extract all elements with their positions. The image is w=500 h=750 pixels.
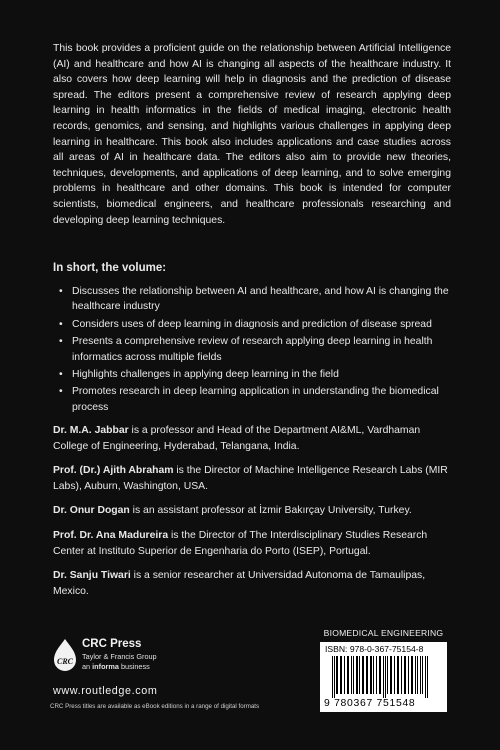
publisher-group: Taylor & Francis Group	[82, 652, 157, 661]
editor-description: is a senior researcher at Universidad Autonoma de Tamaulipas, Mexico.	[53, 570, 426, 597]
editor-name: Dr. M.A. Jabbar	[53, 425, 129, 436]
volume-heading: In short, the volume:	[53, 262, 167, 274]
feature-list	[53, 284, 453, 417]
barcode-panel	[320, 642, 447, 712]
editor-name: Prof. (Dr.) Ajith Abraham	[53, 465, 174, 477]
barcode-icon	[324, 656, 443, 698]
informa-brand: informa	[92, 662, 119, 671]
editor-name: Prof. Dr. Ana Madureira	[53, 529, 169, 541]
editor-bio	[53, 528, 457, 559]
publisher-business-line	[82, 662, 150, 671]
editor-description: is the Director of Machine Intelligence Research Labs (MIR Labs), Auburn, Washington, USA.	[53, 465, 448, 492]
website-link[interactable]: www.routledge.com	[53, 685, 158, 697]
editor-bio	[53, 568, 457, 599]
editor-bio	[53, 503, 457, 519]
feature-item: • Promotes research in deep learning application in understanding the biomedical process	[53, 384, 453, 415]
business-prefix: an	[82, 662, 93, 671]
crc-press-logo-icon	[50, 636, 80, 676]
subject-label: BIOMEDICAL ENGINEERING	[323, 628, 444, 638]
publisher-name: CRC Press	[82, 638, 142, 650]
editor-description: is the Director of The Interdisciplinary Studies Research Center at Instituto Superior de Engenharia do Porto (ISEP), Portugal.	[53, 529, 428, 557]
book-description: This book provides a proficient guide on the relationship between Artificial Intelligence (AI) and healthcare and how AI is changing all aspects of the healthcare industry. It also covers how deep learning will help in diagnosis and the prediction of disease spread. The editors present a comprehensive review of research applying deep learning in health informatics in the fields of medical imaging, electronic health records, genomics, and sensing, and highlights various challenges in applying deep learning in healthcare. This book also includes applications and case studies across all areas of AI in healthcare data. The editors also aim to provide new theories, techniques, developments, and applications of deep learning, and to solve emerging problems in healthcare and other domains. This book is intended for computer scientists, biomedical engineers, and healthcare professionals researching and developing deep learning techniques.	[53, 43, 451, 226]
business-suffix: business	[118, 662, 150, 671]
feature-item: • Considers uses of deep learning in diagnosis and prediction of disease spread	[53, 317, 453, 332]
editor-name: Dr. Sanju Tiwari	[53, 570, 131, 582]
barcode-digits: 9 780367 751548	[324, 698, 416, 709]
editor-bio	[53, 423, 457, 454]
editor-bios	[53, 423, 457, 608]
isbn-text: ISBN: 978-0-367-75154-8	[325, 644, 424, 654]
barcode-block	[320, 627, 447, 712]
feature-item: • Presents a comprehensive review of research applying deep learning in health informatics across multiple fields	[53, 334, 453, 365]
editor-bio	[53, 463, 457, 494]
logo-text: CRC	[56, 657, 74, 666]
editor-name: Dr. Onur Dogan	[53, 505, 130, 517]
feature-item: • Discusses the relationship between AI and healthcare, and how AI is changing the healthcare industry	[53, 284, 453, 315]
editor-description: is an assistant professor at İzmir Bakırçay University, Turkey.	[129, 505, 412, 517]
ebook-note: CRC Press titles are available as eBook editions in a range of digital formats	[50, 703, 260, 710]
editor-description: is a professor and Head of the Department AI&ML, Vardhaman College of Engineering, Hyderabad, Telangana, India.	[53, 425, 421, 452]
feature-item: • Highlights challenges in applying deep learning in the field	[53, 367, 453, 382]
